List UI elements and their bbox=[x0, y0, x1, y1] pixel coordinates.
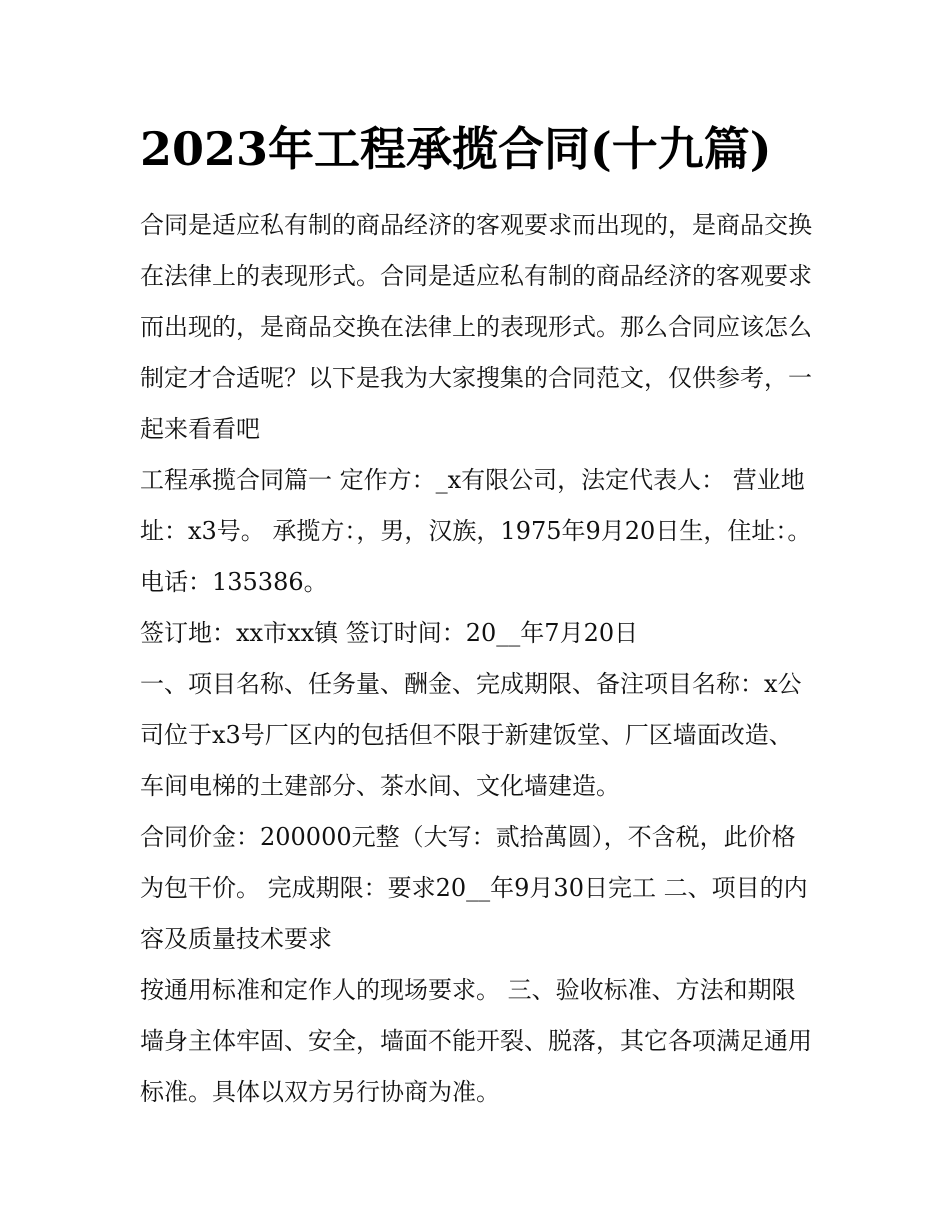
document-title: 2023年工程承揽合同(十九篇) bbox=[140, 122, 772, 176]
paragraph-acceptance: 按通用标准和定作人的现场要求。 三、验收标准、方法和期限 墙身主体牢固、安全，墙面不能开裂、脱落，其它各项满足通用标准。具体以双方另行协商为准。 bbox=[140, 976, 812, 1106]
paragraph-signing: 签订地：xx市xx镇 签订时间：20__年7月20日 bbox=[140, 619, 639, 647]
document-body bbox=[140, 200, 812, 1118]
paragraph-project: 一、项目名称、任务量、酬金、完成期限、备注项目名称：x公司位于x3号厂区内的包括但不限于新建饭堂、厂区墙面改造、车间电梯的土建部分、茶水间、文化墙建造。 bbox=[140, 670, 802, 800]
paragraph-parties: 工程承揽合同篇一 定作方：_x有限公司，法定代表人： 营业地址：x3号。 承揽方：，男，汉族，1975年9月20日生，住址：。电话：135386。 bbox=[140, 466, 812, 596]
paragraph-price: 合同价金：200000元整（大写：贰拾萬圆），不含税，此价格为包干价。 完成期限：要求20__年9月30日完工 二、项目的内容及质量技术要求 bbox=[140, 823, 808, 953]
paragraph-intro: 合同是适应私有制的商品经济的客观要求而出现的，是商品交换在法律上的表现形式。合同是适应私有制的商品经济的客观要求而出现的，是商品交换在法律上的表现形式。那么合同应该怎么制定才合适呢？以下是我为大家搜集的合同范文，仅供参考，一起来看看吧 bbox=[140, 211, 812, 443]
